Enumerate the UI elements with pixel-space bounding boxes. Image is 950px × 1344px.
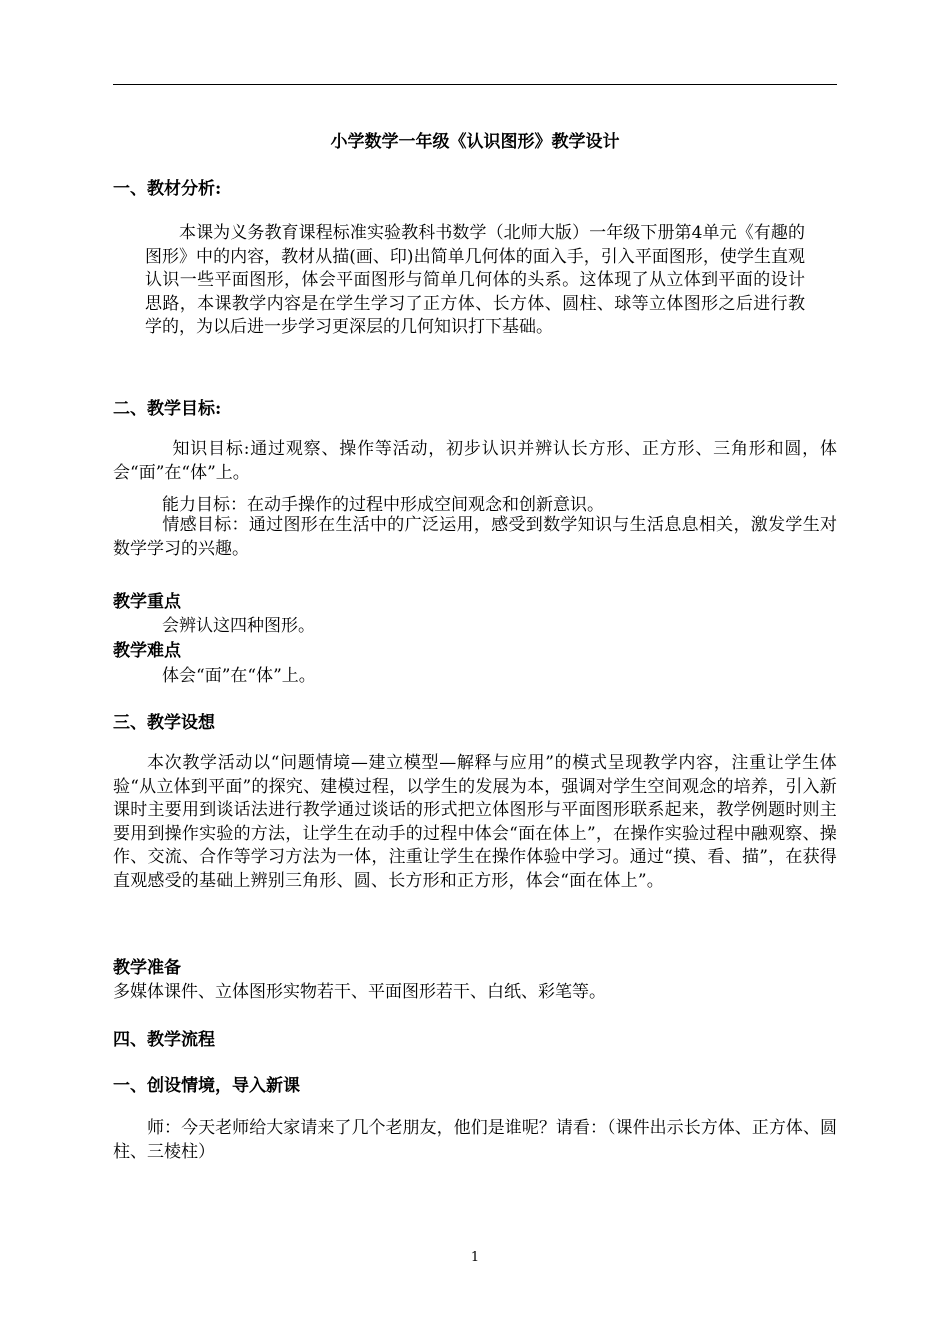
section-heading-analysis: 一、教材分析: [113, 179, 222, 199]
difficulty-heading: 教学难点 [113, 641, 181, 661]
section-heading-objectives: 二、教学目标: [113, 399, 222, 419]
difficulty-body: 体会“面”在“体”上。 [162, 666, 316, 686]
focus-body: 会辨认这四种图形。 [162, 616, 315, 636]
prep-body: 多媒体课件、立体图形实物若干、平面图形若干、白纸、彩笔等。 [113, 982, 606, 1002]
page-number: 1 [470, 1250, 480, 1265]
emotion-objective: 情感目标：通过图形在生活中的广泛运用，感受到数学知识与生活息息相关，激发学生对数学学习的兴趣。 [113, 515, 837, 559]
step-intro-body: 师：今天老师给大家请来了几个老朋友，他们是谁呢？请看：（课件出示长方体、正方体、圆柱、三棱柱） [113, 1118, 837, 1162]
document-title: 小学数学一年级《认识图形》教学设计 [330, 132, 620, 152]
prep-heading: 教学准备 [113, 958, 181, 978]
knowledge-objective: 知识目标:通过观察、操作等活动，初步认识并辨认长方形、正方形、三角形和圆，体会“面”在“体”上。 [113, 439, 837, 483]
ability-objective: 能力目标：在动手操作的过程中形成空间观念和创新意识。 [162, 495, 604, 515]
focus-heading: 教学重点 [113, 592, 181, 612]
analysis-paragraph: 本课为义务教育课程标准实验教科书数学（北师大版）一年级下册第4单元《有趣的图形》中的内容，教材从描(画、印)出简单几何体的面入手，引入平面图形，使学生直观认识一些平面图形，体会平面图形与简单几何体的头系。这体现了从立体到平面的设计思路，本课教学内容是在学生学习了正方体、长方体、圆柱、球等立体图形之后进行教学的，为以后进一步学习更深层的几何知识打下基础。 [145, 223, 805, 337]
header-rule [113, 84, 837, 85]
step-heading-intro: 一、创设情境，导入新课 [113, 1076, 300, 1096]
section-heading-design: 三、教学设想 [113, 713, 215, 733]
design-paragraph: 本次教学活动以“问题情境—建立模型—解释与应用”的模式呈现教学内容，注重让学生体验“从立体到平面”的探究、建模过程，以学生的发展为本，强调对学生空间观念的培养，引入新课时主要用到谈话法进行教学通过谈话的形式把立体图形与平面图形联系起来，教学例题时则主要用到操作实验的方法，让学生在动手的过程中体会“面在体上”，在操作实验过程中融观察、操作、交流、合作等学习方法为一体，注重让学生在操作体验中学习。通过“摸、看、描”，在获得直观感受的基础上辨别三角形、圆、长方形和正方形，体会“面在体上”。 [113, 753, 837, 891]
section-heading-process: 四、教学流程 [113, 1030, 215, 1050]
